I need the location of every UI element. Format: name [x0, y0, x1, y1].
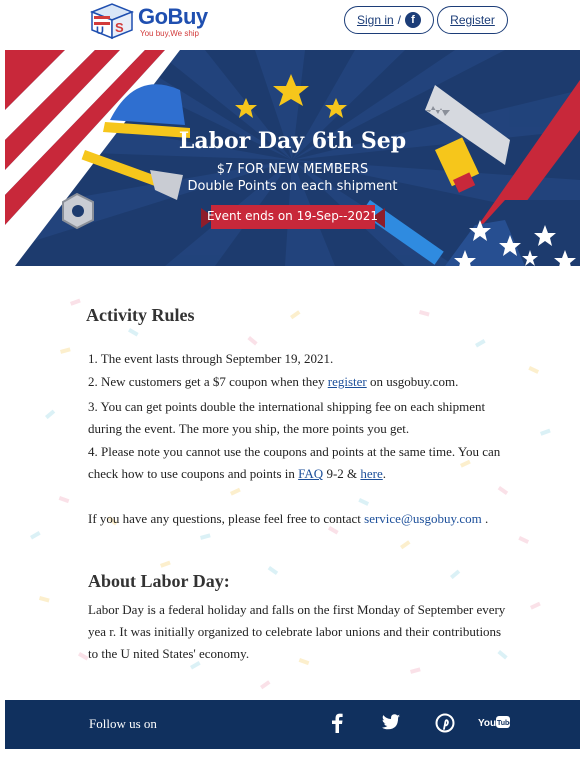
svg-text:You: You — [478, 718, 497, 729]
service-email-link[interactable]: service@usgobuy.com — [364, 511, 482, 526]
event-end-text: Event ends on 19-Sep--2021 — [206, 209, 379, 223]
signin-pill — [344, 6, 434, 34]
facebook-icon[interactable] — [331, 713, 343, 735]
rule-2-text-after: on usgobuy.com. — [366, 374, 459, 389]
register-inline-link[interactable]: register — [327, 374, 367, 389]
register-link[interactable]: Register — [450, 13, 495, 27]
banner-points-line: Double Points on each shipment — [187, 179, 398, 194]
logo-brand: GoBuy — [138, 4, 208, 29]
svg-text:U: U — [96, 25, 104, 37]
youtube-icon[interactable] — [478, 713, 514, 735]
banner-offer-line: $7 FOR NEW MEMBERS — [216, 162, 369, 177]
follow-us-label: Follow us on — [89, 716, 157, 731]
banner-artwork — [5, 50, 580, 266]
svg-text:S: S — [115, 20, 124, 35]
facebook-login-icon[interactable]: f — [405, 12, 421, 28]
rule-4 — [88, 441, 502, 485]
signin-link[interactable]: Sign in — [356, 13, 394, 27]
rule-4-text-before: 4. Please note you cannot use the coupons and points at the same time. You can check how to use coupons and points in — [88, 444, 501, 481]
rule-1: 1. The event lasts through September 19, 2021. — [88, 351, 334, 366]
rule-4-text-after: . — [382, 466, 387, 481]
contact-text-before: If you have any questions, please feel free to contact — [88, 511, 365, 526]
about-labor-day-text: Labor Day is a federal holiday and falls on the first Monday of September every yea r. It was initially organized to celebrate labor unions and their contributions to the U nited States' economy. — [88, 602, 506, 661]
logo-box-icon — [86, 2, 138, 40]
email-header — [0, 0, 580, 50]
footer — [5, 700, 580, 749]
contact-text-after: . — [481, 511, 489, 526]
activity-rules-heading: Activity Rules — [86, 305, 195, 325]
logo-tagline: You buy,We ship — [140, 29, 200, 38]
rule-2-text-before: 2. New customers get a $7 coupon when they — [88, 374, 328, 389]
rule-3: 3. You can get points double the international shipping fee on each shipment during the event. The more you ship, the more points you get. — [88, 399, 486, 436]
main-content — [0, 266, 580, 700]
rule-2 — [88, 371, 502, 393]
here-link[interactable]: here — [360, 466, 383, 481]
rule-4-text-mid: 9-2 & — [323, 466, 361, 481]
labor-day-banner[interactable] — [5, 50, 580, 266]
about-labor-day-heading: About Labor Day: — [88, 571, 230, 591]
svg-text:Tube: Tube — [497, 720, 514, 727]
twitter-icon[interactable] — [381, 713, 401, 735]
faq-link[interactable]: FAQ — [298, 466, 324, 481]
signin-separator: / — [397, 13, 402, 27]
banner-title: Labor Day 6th Sep — [178, 128, 407, 154]
register-pill — [437, 6, 508, 34]
usgobuy-logo[interactable] — [86, 2, 226, 40]
contact-line — [88, 508, 502, 530]
pinterest-icon[interactable] — [435, 713, 455, 735]
